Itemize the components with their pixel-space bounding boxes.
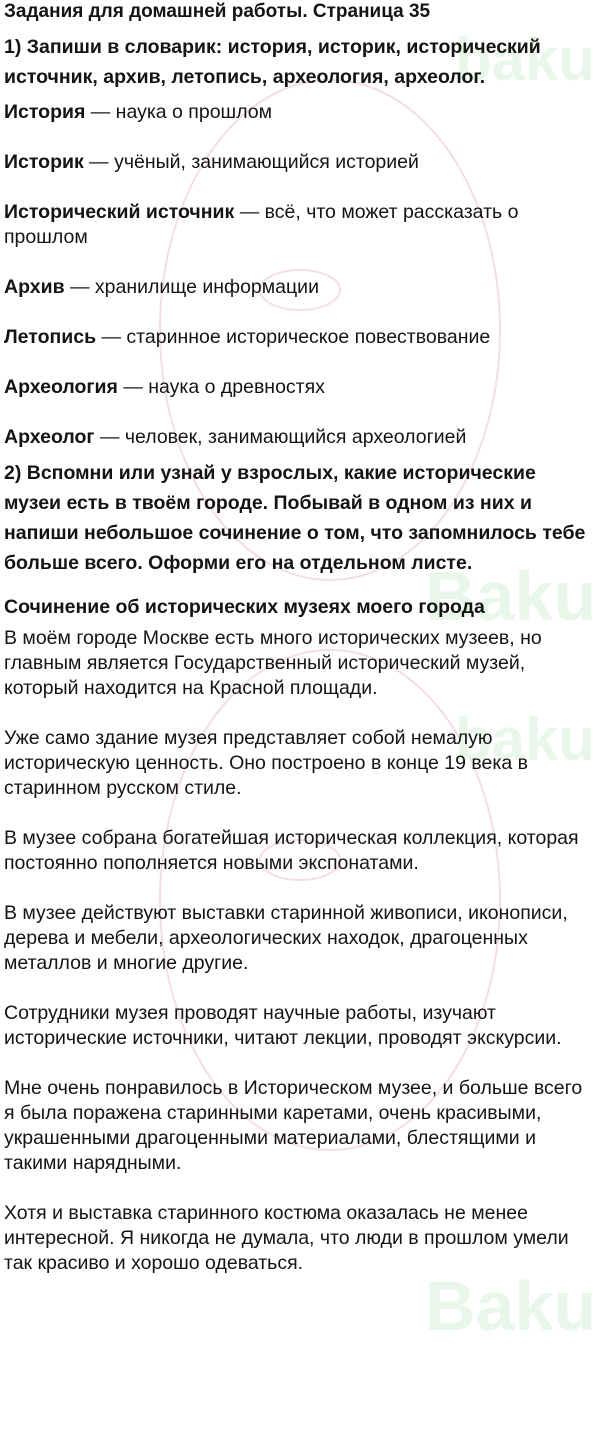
definition-item — [4, 200, 596, 250]
definition-term: Археология — [4, 376, 118, 398]
definition-text: — наука о прошлом — [85, 101, 273, 123]
definition-term: История — [4, 101, 86, 123]
essay-paragraph: Хотя и выставка старинного костюма оказалась не менее интересной. Я никогда не думала, что люди в прошлом умели так красиво и хорошо одеваться. — [4, 1202, 569, 1274]
page-title: Задания для домашней работы. Страница 35 — [4, 1, 431, 22]
watermark-text-3: baku — [455, 706, 596, 773]
essay-paragraph: Уже само здание музея представляет собой немалую историческую ценность. Оно построено в конце 19 века в старинном русском стиле. — [4, 727, 528, 799]
essay-paragraph: Сотрудники музея проводят научные работы, изучают исторические источники, читают лекции, проводят экскурсии. — [4, 1002, 562, 1049]
definition-text: — наука о древностях — [117, 376, 325, 398]
definition-text: — всё, что может рассказать о прошлом — [4, 201, 519, 248]
watermark-text-1: baku — [455, 26, 596, 93]
definition-item — [4, 100, 596, 125]
definition-term: Летопись — [4, 326, 97, 348]
definition-term: Исторический источник — [4, 201, 235, 223]
essay-body — [4, 626, 596, 1276]
definition-term: Историк — [4, 151, 84, 173]
task-1: 1) Запиши в словарик: история, историк, исторический источник, архив, летопись, археология, археолог. — [4, 36, 541, 88]
definition-list — [4, 100, 596, 450]
definition-item — [4, 425, 596, 450]
essay-paragraph: В моём городе Москве есть много исторических музеев, но главным является Государственный исторический музей, который находится на Красной площади. — [4, 627, 542, 699]
watermark-text-2: Baku — [425, 557, 597, 635]
definition-item — [4, 375, 596, 400]
essay-paragraph: Мне очень понравилось в Историческом музее, и больше всего я была поражена старинными каретами, очень красивыми, украшенными драгоценными материалами, блестящими и такими нарядными. — [4, 1077, 583, 1174]
definition-term: Археолог — [4, 426, 95, 448]
task-2: 2) Вспомни или узнай у взрослых, какие исторические музеи есть в твоём городе. Побывай в одном из них и напиши небольшое сочинение о том, что запомнилось тебе больше всего. Оформи его на отдельном листе. — [4, 462, 586, 574]
essay-paragraph: В музее действуют выставки старинной живописи, иконописи, дерева и мебели, археологических находок, драгоценных металлов и многие другие. — [4, 902, 568, 974]
essay-title: Сочинение об исторических музеях моего города — [4, 596, 485, 618]
definition-item — [4, 275, 596, 300]
definition-text: — хранилище информации — [64, 276, 319, 298]
definition-text: — учёный, занимающийся историей — [83, 151, 419, 173]
essay-paragraph: В музее собрана богатейшая историческая коллекция, которая постоянно пополняется новыми экспонатами. — [4, 827, 579, 874]
watermark-text-4: Baku — [425, 1267, 597, 1345]
definition-text: — человек, занимающийся археологией — [94, 426, 467, 448]
definition-text: — старинное историческое повествование — [96, 326, 491, 348]
definition-term: Архив — [4, 276, 65, 298]
definition-item — [4, 150, 596, 175]
definition-item — [4, 325, 596, 350]
